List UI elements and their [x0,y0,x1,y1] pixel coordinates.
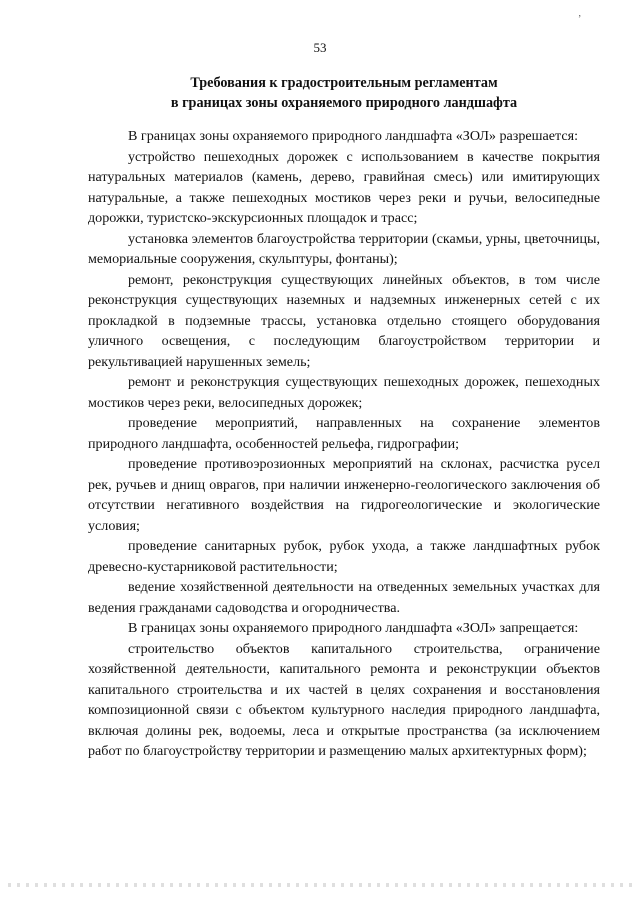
scan-edge-mark: ʼ [578,14,582,25]
section-title-line-1: Требования к градостроительным регламентам [190,75,498,91]
paragraph-landscape-preservation: проведение мероприятий, направленных на сохранение элементов природного ландшафта, особенностей рельефа, гидрографии; [88,415,600,452]
paragraph-prohibited-intro: В границах зоны охраняемого природного ландшафта «ЗОЛ» запрещается: [128,620,579,636]
paragraph-footpaths: устройство пешеходных дорожек с использованием в качестве покрытия натуральных материалов (камень, дерево, гравийная смесь) или имитирующих натуральные, а также пешеходных мостиков через реки и ручьи, велосипедные дорожки, туристско-экскурсионных площадок и трасс; [88,148,600,226]
paragraph-permitted-intro: В границах зоны охраняемого природного ландшафта «ЗОЛ» разрешается: [128,128,578,144]
paragraph-linear-objects: ремонт, реконструкция существующих линейных объектов, в том числе реконструкция существующих наземных и надземных инженерных сетей с их прокладкой в подземные трассы, установка отдельно стоящего оборудования уличного освещения, с последующим благоустройством территории и рекультивацией нарушенных земель; [88,271,600,370]
page-number: 53 [313,40,327,55]
paragraph-path-repair: ремонт и реконструкция существующих пешеходных дорожек, пешеходных мостиков через реки, велосипедных дорожек; [88,374,600,411]
paragraph-amenities: установка элементов благоустройства территории (скамьи, урны, цветочницы, мемориальные сооружения, скульптуры, фонтаны); [88,230,600,267]
scan-artifact-line [8,883,632,887]
section-title [88,73,600,113]
paragraph-construction-ban: строительство объектов капитального строительства, ограничение хозяйственной деятельности, капитального ремонта и реконструкции объектов капитального строительства и их частей в целях сохранения и восстановления композиционной связи с объектом культурного наследия природного ландшафта, включая долины рек, водоемы, леса и открытые пространства (за исключением работ по благоустройству территории и размещению малых архитектурных форм); [88,640,600,759]
document-body [88,126,600,762]
section-title-line-2: в границах зоны охраняемого природного ландшафта [170,95,518,111]
paragraph-sanitary-felling: проведение санитарных рубок, рубок ухода, а также ландшафтных рубок древесно-кустарниковой растительности; [88,538,600,575]
paragraph-gardening: ведение хозяйственной деятельности на отведенных земельных участках для ведения гражданами садоводства и огородничества. [88,579,600,616]
paragraph-anti-erosion: проведение противоэрозионных мероприятий на склонах, расчистка русел рек, ручьев и днищ оврагов, при наличии инженерно-геологического заключения об отсутствии негативного воздействия на гидрогеологические и экологические условия; [88,456,600,534]
